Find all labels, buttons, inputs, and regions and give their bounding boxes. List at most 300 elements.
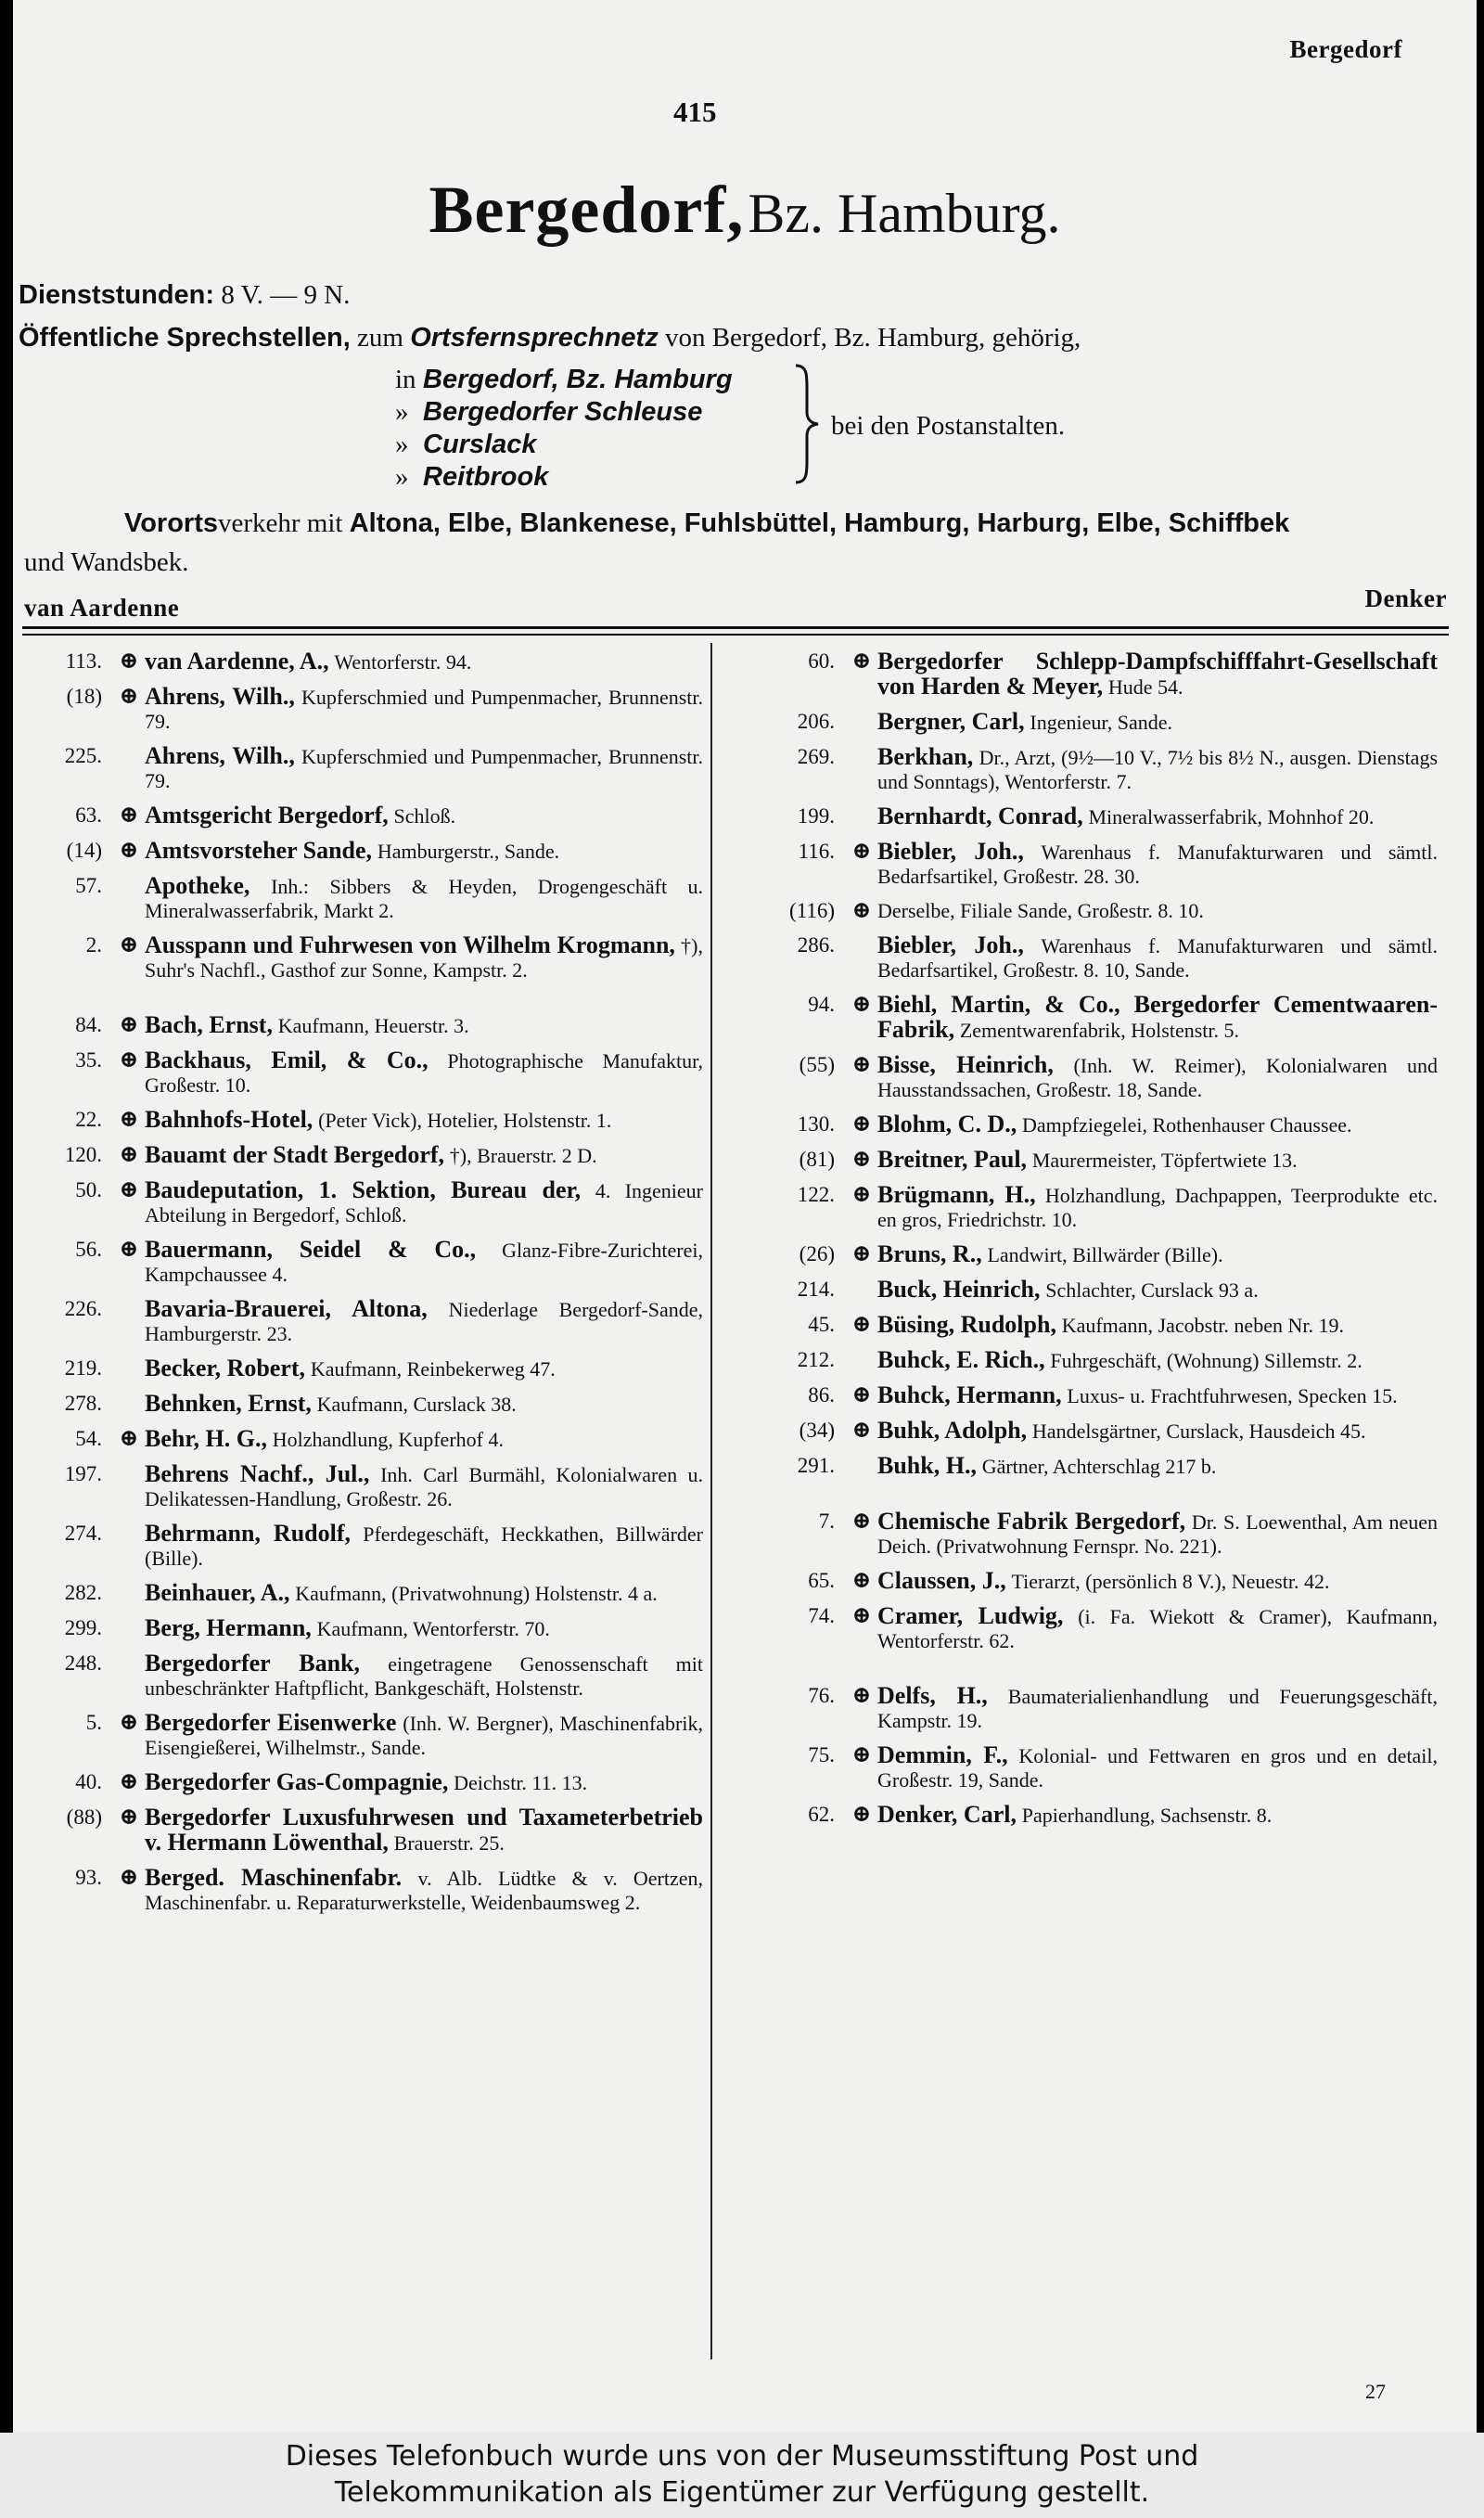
entry-name: Biehl, Martin, & Co., Bergedorfer Cementwaaren-Fabrik, bbox=[877, 991, 1438, 1043]
entry-number: 130. bbox=[797, 1112, 835, 1136]
public-station-mark: ⊕ bbox=[119, 838, 139, 863]
entry-name: Büsing, Rudolph, bbox=[877, 1311, 1056, 1338]
entry-name: Bauermann, Seidel & Co., bbox=[145, 1236, 477, 1263]
public-station-mark: ⊕ bbox=[851, 1742, 872, 1767]
entry-body bbox=[145, 1238, 703, 1287]
entry-details: Derselbe, Filiale Sande, Großestr. 8. 10. bbox=[877, 899, 1204, 922]
entry-body bbox=[877, 745, 1438, 794]
footer-line-2: Telekommunikation als Eigentümer zur Verfügung gestellt. bbox=[334, 2476, 1150, 2509]
directory-entry bbox=[24, 1356, 703, 1381]
directory-entry bbox=[733, 804, 1438, 829]
entry-number: 54. bbox=[75, 1427, 102, 1450]
entry-name: Becker, Robert, bbox=[145, 1355, 306, 1381]
entry-name: Buhck, Hermann, bbox=[877, 1381, 1062, 1408]
suburban-traffic-continued: und Wandsbek. bbox=[24, 547, 189, 577]
public-station-mark: ⊕ bbox=[119, 1769, 139, 1794]
entry-details: Schloß. bbox=[393, 804, 456, 828]
public-stations-line bbox=[19, 323, 1081, 353]
location-name: Reitbrook bbox=[423, 462, 549, 492]
entry-name: Backhaus, Emil, & Co., bbox=[145, 1047, 429, 1073]
directory-column-left bbox=[24, 649, 703, 1925]
entry-name: Apotheke, bbox=[145, 872, 250, 899]
entry-number: 214. bbox=[797, 1278, 835, 1301]
entry-details: Holzhandlung, Dachpappen, Teerprodukte etc. en gros, Friedrichstr. 10. bbox=[877, 1184, 1438, 1231]
entry-name: Blohm, C. D., bbox=[877, 1111, 1017, 1137]
entry-details: Mineralwasserfabrik, Mohnhof 20. bbox=[1088, 805, 1375, 829]
entry-details: Maurermeister, Töpfertwiete 13. bbox=[1031, 1149, 1298, 1172]
entry-name: Bahnhofs-Hotel, bbox=[145, 1106, 313, 1133]
directory-entry bbox=[733, 1112, 1438, 1137]
entry-name: Behrmann, Rudolf, bbox=[145, 1520, 351, 1547]
suburban-traffic-places: Altona, Elbe, Blankenese, Fuhlsbüttel, Hamburg, Harburg, Elbe, Schiffbek bbox=[349, 508, 1290, 538]
entry-number: 65. bbox=[808, 1569, 835, 1592]
entry-name: Bergedorfer Eisenwerke bbox=[145, 1709, 397, 1736]
directory-column-right bbox=[733, 649, 1438, 1838]
entry-details: Landwirt, Billwärder (Bille). bbox=[987, 1243, 1223, 1266]
entry-name: Demmin, F., bbox=[877, 1741, 1008, 1768]
location-name: Bergedorfer Schleuse bbox=[423, 397, 703, 427]
title-district: Bz. Hamburg. bbox=[748, 183, 1061, 244]
entry-body bbox=[145, 803, 703, 829]
header-rule-thin bbox=[22, 634, 1449, 636]
entry-details: (Inh. W. Bergner), Maschinenfabrik, Eisengießerei, Wilhelmstr., Sande. bbox=[145, 1712, 703, 1759]
entry-name: Biebler, Joh., bbox=[877, 931, 1024, 958]
entry-details: Kaufmann, Jacobstr. neben Nr. 19. bbox=[1061, 1314, 1344, 1337]
directory-entry bbox=[24, 1711, 703, 1760]
entry-number: 225. bbox=[64, 744, 102, 767]
entry-number: (55) bbox=[799, 1053, 835, 1076]
range-start: van Aardenne bbox=[24, 594, 180, 622]
directory-entry bbox=[733, 745, 1438, 794]
entry-details: Kaufmann, (Privatwohnung) Holstenstr. 4 a. bbox=[295, 1582, 658, 1605]
entry-number: 75. bbox=[808, 1743, 835, 1766]
directory-entry bbox=[733, 1510, 1438, 1559]
entry-details: †), Brauerstr. 2 D. bbox=[449, 1144, 597, 1167]
entry-body bbox=[145, 649, 703, 674]
entry-details: Wentorferstr. 94. bbox=[334, 650, 472, 674]
public-station-mark: ⊕ bbox=[851, 839, 872, 864]
entry-body bbox=[877, 899, 1438, 923]
entry-body bbox=[877, 1569, 1438, 1594]
entry-details: Dampfziegelei, Rothenhauser Chaussee. bbox=[1022, 1113, 1352, 1137]
local-network-name: Ortsfernsprechnetz bbox=[410, 323, 659, 353]
column-divider bbox=[710, 643, 712, 2359]
entry-details: Pferdegeschäft, Heckkathen, Billwärder (Bille). bbox=[145, 1522, 703, 1570]
entry-number: 74. bbox=[808, 1604, 835, 1627]
entry-name: Brügmann, H., bbox=[877, 1181, 1036, 1208]
locations-note: bei den Postanstalten. bbox=[831, 411, 1066, 441]
entry-name: Breitner, Paul, bbox=[877, 1146, 1028, 1173]
entry-body bbox=[145, 1178, 703, 1227]
entry-name: van Aardenne, A., bbox=[145, 648, 329, 674]
entry-name: Buhck, E. Rich., bbox=[877, 1346, 1045, 1373]
entry-name: Bernhardt, Conrad, bbox=[877, 803, 1083, 829]
entry-name: Cramer, Ludwig, bbox=[877, 1602, 1064, 1629]
directory-entry bbox=[24, 1297, 703, 1346]
service-hours-label: Dienststunden: bbox=[19, 280, 215, 310]
directory-entry bbox=[24, 1238, 703, 1287]
entry-name: Bergedorfer Luxusfuhrwesen und Taxameterbetrieb v. Hermann Löwenthal, bbox=[145, 1804, 703, 1856]
grouping-brace bbox=[792, 364, 822, 484]
public-station-mark: ⊕ bbox=[851, 649, 872, 674]
public-station-mark: ⊕ bbox=[119, 1710, 139, 1735]
public-station-mark: ⊕ bbox=[851, 1052, 872, 1077]
entry-name: Behnken, Ernst, bbox=[145, 1390, 312, 1417]
entry-name: Biebler, Joh., bbox=[877, 838, 1024, 865]
entry-gap bbox=[733, 1664, 1438, 1684]
location-name: Curslack bbox=[423, 430, 537, 459]
entry-body bbox=[145, 1356, 703, 1381]
public-station-mark: ⊕ bbox=[851, 1683, 872, 1708]
entry-body bbox=[145, 1711, 703, 1760]
entry-details: Brauerstr. 25. bbox=[393, 1831, 505, 1855]
service-hours-value: 8 V. — 9 N. bbox=[221, 280, 351, 310]
entry-number: 299. bbox=[64, 1616, 102, 1639]
page-number: 415 bbox=[673, 96, 717, 128]
entry-name: Berged. Maschinenfabr. bbox=[145, 1864, 403, 1891]
entry-body bbox=[877, 1053, 1438, 1102]
entry-number: (26) bbox=[799, 1242, 835, 1265]
entry-body bbox=[877, 1454, 1438, 1479]
directory-entry bbox=[733, 1419, 1438, 1444]
entry-body bbox=[145, 933, 703, 983]
entry-details: Warenhaus f. Manufakturwaren und sämtl. Bedarfsartikel, Großestr. 28. 30. bbox=[877, 841, 1438, 888]
entry-details: (i. Fa. Wiekott & Cramer), Kaufmann, Wentorferstr. 62. bbox=[877, 1605, 1439, 1652]
directory-entry bbox=[24, 874, 703, 923]
public-station-mark: ⊕ bbox=[851, 1111, 872, 1137]
public-station-mark: ⊕ bbox=[119, 1142, 139, 1167]
entry-body bbox=[145, 1805, 703, 1856]
entry-body bbox=[877, 1242, 1438, 1267]
entry-details: Hamburgerstr., Sande. bbox=[377, 840, 560, 863]
public-station-mark: ⊕ bbox=[119, 684, 139, 709]
entry-number: 248. bbox=[64, 1651, 102, 1675]
entry-name: Behrens Nachf., Jul., bbox=[145, 1460, 370, 1487]
entry-name: Ahrens, Wilh., bbox=[145, 683, 295, 710]
directory-entry bbox=[24, 1427, 703, 1452]
entry-number: 206. bbox=[797, 710, 835, 733]
entry-number: 116. bbox=[798, 840, 835, 863]
entry-name: Chemische Fabrik Bergedorf, bbox=[877, 1508, 1186, 1535]
directory-entry bbox=[733, 899, 1438, 923]
entry-body bbox=[145, 1581, 703, 1606]
entry-body bbox=[145, 1522, 703, 1571]
entry-body bbox=[877, 933, 1438, 983]
entry-details: Kaufmann, Reinbekerweg 47. bbox=[310, 1357, 556, 1381]
entry-name: Bavaria-Brauerei, Altona, bbox=[145, 1295, 428, 1322]
public-station-mark: ⊕ bbox=[851, 1418, 872, 1443]
entry-body bbox=[877, 804, 1438, 829]
range-end: Denker bbox=[1364, 585, 1447, 612]
page-title bbox=[13, 172, 1477, 249]
entry-body bbox=[877, 649, 1438, 700]
directory-entry bbox=[733, 933, 1438, 983]
entry-details: †), Suhr's Nachfl., Gasthof zur Sonne, Kampstr. 2. bbox=[145, 934, 704, 982]
entry-body bbox=[145, 1770, 703, 1795]
entry-details: Dr. S. Loewenthal, Am neuen Deich. (Privatwohnung Fernspr. No. 221). bbox=[877, 1510, 1438, 1558]
entry-body bbox=[877, 1112, 1438, 1137]
entry-details: Kaufmann, Curslack 38. bbox=[316, 1393, 517, 1416]
public-station-mark: ⊕ bbox=[851, 1182, 872, 1207]
entry-details: Kupferschmied und Pumpenmacher, Brunnenstr. 79. bbox=[145, 686, 704, 733]
entry-number: 226. bbox=[64, 1297, 102, 1320]
entry-details: Warenhaus f. Manufakturwaren und sämtl. Bedarfsartikel, Großestr. 8. 10, Sande. bbox=[877, 934, 1438, 982]
entry-number: 197. bbox=[64, 1462, 102, 1485]
entry-number: 5. bbox=[85, 1711, 102, 1734]
entry-name: Bergner, Carl, bbox=[877, 708, 1025, 735]
entry-body bbox=[877, 1183, 1438, 1232]
directory-entry bbox=[733, 1569, 1438, 1594]
entry-details: Baumaterialienhandlung und Feuerungsgeschäft, Kampstr. 19. bbox=[877, 1685, 1438, 1732]
entry-number: 57. bbox=[75, 874, 102, 897]
entry-number: 199. bbox=[797, 804, 835, 828]
entry-details: 4. Ingenieur Abteilung in Bergedorf, Schloß. bbox=[145, 1179, 704, 1227]
public-station-mark: ⊕ bbox=[851, 1568, 872, 1593]
entry-details: Hude 54. bbox=[1107, 675, 1183, 699]
entry-body bbox=[877, 993, 1438, 1043]
public-station-mark: ⊕ bbox=[851, 1382, 872, 1407]
scanned-page bbox=[13, 0, 1477, 2433]
entry-details: eingetragene Genossenschaft mit unbeschränkter Haftpflicht, Bankgeschäft, Holstenstr. bbox=[145, 1652, 703, 1700]
public-station-mark: ⊕ bbox=[119, 1865, 139, 1890]
entry-number: (116) bbox=[789, 899, 835, 922]
entry-name: Baudeputation, 1. Sektion, Bureau der, bbox=[145, 1176, 582, 1203]
public-station-mark: ⊕ bbox=[119, 1805, 139, 1830]
public-station-mark: ⊕ bbox=[851, 898, 872, 923]
public-station-mark: ⊕ bbox=[119, 1237, 139, 1262]
directory-entry bbox=[24, 1770, 703, 1795]
public-station-mark: ⊕ bbox=[851, 1241, 872, 1266]
entry-body bbox=[145, 685, 703, 734]
entry-body bbox=[877, 1383, 1438, 1408]
entry-name: Behr, H. G., bbox=[145, 1425, 267, 1452]
entry-number: 76. bbox=[808, 1684, 835, 1707]
entry-gap bbox=[733, 1489, 1438, 1510]
directory-entry bbox=[733, 1454, 1438, 1479]
directory-entry bbox=[733, 1604, 1438, 1653]
entry-details: Glanz-Fibre-Zurichterei, Kampchaussee 4. bbox=[145, 1239, 703, 1286]
public-stations-label: Öffentliche Sprechstellen, bbox=[19, 323, 351, 353]
directory-entry bbox=[733, 710, 1438, 735]
entry-number: 291. bbox=[797, 1454, 835, 1477]
directory-entry bbox=[24, 1143, 703, 1168]
entry-number: 56. bbox=[75, 1238, 102, 1261]
directory-entry bbox=[733, 840, 1438, 889]
entry-details: Niederlage Bergedorf-Sande, Hamburgerstr. 23. bbox=[145, 1298, 704, 1345]
header-rule bbox=[22, 626, 1449, 629]
location-name: Bergedorf, Bz. Hamburg bbox=[423, 365, 733, 394]
public-station-mark: ⊕ bbox=[119, 649, 139, 674]
entry-details: Inh.: Sibbers & Heyden, Drogengeschäft u. Mineralwasserfabrik, Markt 2. bbox=[145, 875, 703, 922]
directory-entry bbox=[733, 1242, 1438, 1267]
entry-name: Bergedorfer Gas-Compagnie, bbox=[145, 1768, 449, 1795]
entry-body bbox=[145, 1013, 703, 1038]
entry-name: Ahrens, Wilh., bbox=[145, 742, 295, 769]
entry-body bbox=[877, 1419, 1438, 1444]
directory-entry bbox=[24, 1462, 703, 1511]
entry-number: 94. bbox=[808, 993, 835, 1016]
public-station-mark: ⊕ bbox=[851, 1509, 872, 1534]
directory-entry bbox=[24, 1178, 703, 1227]
directory-entry bbox=[733, 1148, 1438, 1173]
location-prefix: » bbox=[395, 430, 409, 459]
corner-number: 27 bbox=[1365, 2380, 1386, 2403]
directory-entry bbox=[733, 1743, 1438, 1792]
entry-body bbox=[877, 1278, 1438, 1303]
entry-body bbox=[145, 1616, 703, 1641]
entry-name: Bauamt der Stadt Bergedorf, bbox=[145, 1141, 445, 1168]
suburban-traffic-text: verkehr mit bbox=[217, 508, 350, 538]
entry-body bbox=[145, 1427, 703, 1452]
entry-name: Bergedorfer Schlepp-Dampfschifffahrt-Gesellschaft von Harden & Meyer, bbox=[877, 648, 1438, 700]
directory-entry bbox=[24, 1805, 703, 1856]
entry-number: 269. bbox=[797, 745, 835, 768]
entry-name: Ausspann und Fuhrwesen von Wilhelm Krogmann, bbox=[145, 931, 675, 958]
entry-details: Kaufmann, Wentorferstr. 70. bbox=[316, 1617, 550, 1640]
entry-details: Schlachter, Curslack 93 a. bbox=[1045, 1278, 1259, 1302]
entry-body bbox=[877, 1604, 1438, 1653]
entry-details: Kupferschmied und Pumpenmacher, Brunnenstr. 79. bbox=[145, 745, 704, 792]
entry-details: Handelsgärtner, Curslack, Hausdeich 45. bbox=[1031, 1420, 1366, 1443]
entry-number: 35. bbox=[75, 1048, 102, 1072]
donation-footer bbox=[0, 2433, 1484, 2518]
entry-details: (Inh. W. Reimer), Kolonialwaren und Hausstandssachen, Großestr. 18, Sande. bbox=[877, 1054, 1438, 1101]
title-place: Bergedorf, bbox=[429, 173, 745, 247]
entry-number: (88) bbox=[66, 1805, 102, 1829]
entry-number: 219. bbox=[64, 1356, 102, 1380]
entry-number: 84. bbox=[75, 1013, 102, 1036]
public-station-mark: ⊕ bbox=[119, 932, 139, 957]
entry-number: 86. bbox=[808, 1383, 835, 1407]
entry-details: Fuhrgeschäft, (Wohnung) Sillemstr. 2. bbox=[1050, 1349, 1362, 1372]
public-station-mark: ⊕ bbox=[119, 803, 139, 828]
entry-number: (81) bbox=[799, 1148, 835, 1171]
entry-details: Gärtner, Achterschlag 217 b. bbox=[981, 1455, 1217, 1478]
directory-entry bbox=[24, 685, 703, 734]
entry-name: Bach, Ernst, bbox=[145, 1011, 273, 1038]
entry-name: Buhk, H., bbox=[877, 1452, 977, 1479]
entry-details: Luxus- u. Frachtfuhrwesen, Specken 15. bbox=[1067, 1384, 1398, 1407]
entry-details: Zementwarenfabrik, Holstenstr. 5. bbox=[959, 1019, 1240, 1042]
entry-details: Tierarzt, (persönlich 8 V.), Neuestr. 42. bbox=[1011, 1570, 1330, 1593]
entry-body bbox=[877, 1510, 1438, 1559]
entry-details: Kolonial- und Fettwaren en gros und en detail, Großestr. 19, Sande. bbox=[877, 1744, 1438, 1792]
directory-entry bbox=[733, 1278, 1438, 1303]
running-head: Bergedorf bbox=[1289, 35, 1402, 63]
footer-line-1: Dieses Telefonbuch wurde uns von der Museumsstiftung Post und bbox=[285, 2440, 1199, 2473]
public-station-mark: ⊕ bbox=[851, 1147, 872, 1172]
directory-entry bbox=[733, 1803, 1438, 1828]
entry-number: (18) bbox=[66, 685, 102, 708]
entry-name: Beinhauer, A., bbox=[145, 1579, 290, 1606]
entry-number: 22. bbox=[75, 1108, 102, 1131]
entry-number: 45. bbox=[808, 1313, 835, 1336]
entry-details: Photographische Manufaktur, Großestr. 10. bbox=[145, 1049, 704, 1097]
location-prefix: » bbox=[395, 397, 409, 427]
entry-details: Inh. Carl Burmähl, Kolonialwaren u. Delikatessen-Handlung, Großestr. 26. bbox=[145, 1463, 704, 1510]
station-location bbox=[395, 429, 733, 461]
entry-body bbox=[145, 1143, 703, 1168]
directory-entry bbox=[24, 1048, 703, 1098]
entry-name: Buhk, Adolph, bbox=[877, 1417, 1028, 1444]
entry-number: 212. bbox=[797, 1348, 835, 1371]
directory-entry bbox=[24, 933, 703, 983]
entry-body bbox=[877, 1148, 1438, 1173]
entry-number: 50. bbox=[75, 1178, 102, 1201]
station-location bbox=[395, 461, 733, 494]
entry-body bbox=[145, 1108, 703, 1133]
entry-body bbox=[877, 1684, 1438, 1733]
station-locations bbox=[395, 364, 733, 494]
entry-name: Claussen, J., bbox=[877, 1567, 1006, 1594]
entry-number: 7. bbox=[818, 1510, 835, 1533]
directory-entry bbox=[24, 1013, 703, 1038]
suburban-traffic-label: Vororts bbox=[124, 508, 218, 538]
directory-entry bbox=[24, 1866, 703, 1915]
directory-entry bbox=[733, 1348, 1438, 1373]
entry-number: 120. bbox=[64, 1143, 102, 1166]
entry-number: 282. bbox=[64, 1581, 102, 1604]
station-location bbox=[395, 364, 733, 396]
entry-body bbox=[145, 1392, 703, 1417]
entry-name: Berkhan, bbox=[877, 743, 974, 770]
directory-entry bbox=[733, 1684, 1438, 1733]
entry-details: Holzhandlung, Kupferhof 4. bbox=[272, 1428, 504, 1451]
entry-body bbox=[145, 839, 703, 864]
directory-entry bbox=[24, 839, 703, 864]
entry-number: 286. bbox=[797, 933, 835, 957]
directory-entry bbox=[733, 1383, 1438, 1408]
entry-body bbox=[145, 1651, 703, 1701]
entry-name: Berg, Hermann, bbox=[145, 1614, 312, 1641]
entry-details: Papierhandlung, Sachsenstr. 8. bbox=[1021, 1804, 1273, 1827]
entry-details: v. Alb. Lüdtke & v. Oertzen, Maschinenfabr. u. Reparaturwerkstelle, Weidenbaumsweg 2. bbox=[145, 1867, 703, 1914]
public-stations-text-b: von Bergedorf, Bz. Hamburg, gehörig, bbox=[664, 323, 1081, 353]
entry-body bbox=[877, 1348, 1438, 1373]
directory-entry bbox=[733, 649, 1438, 700]
entry-name: Bergedorfer Bank, bbox=[145, 1650, 360, 1677]
entry-number: 40. bbox=[75, 1770, 102, 1793]
entry-body bbox=[145, 1048, 703, 1098]
public-station-mark: ⊕ bbox=[851, 992, 872, 1017]
public-station-mark: ⊕ bbox=[119, 1047, 139, 1073]
entry-body bbox=[145, 1866, 703, 1915]
entry-body bbox=[145, 1462, 703, 1511]
entry-gap bbox=[24, 993, 703, 1013]
entry-details: Ingenieur, Sande. bbox=[1030, 711, 1173, 734]
directory-entry bbox=[733, 1183, 1438, 1232]
directory-entry bbox=[733, 1053, 1438, 1102]
directory-entry bbox=[24, 1522, 703, 1571]
directory-entry bbox=[733, 993, 1438, 1043]
entry-number: 113. bbox=[65, 649, 102, 673]
entry-number: 122. bbox=[797, 1183, 835, 1206]
entry-number: 60. bbox=[808, 649, 835, 673]
entry-body bbox=[877, 1743, 1438, 1792]
directory-entry bbox=[733, 1313, 1438, 1338]
entry-body bbox=[877, 1803, 1438, 1828]
entry-number: (14) bbox=[66, 839, 102, 862]
public-station-mark: ⊕ bbox=[119, 1107, 139, 1132]
entry-number: 274. bbox=[64, 1522, 102, 1545]
entry-body bbox=[145, 744, 703, 793]
entry-details: Dr., Arzt, (9½—10 V., 7½ bis 8½ N., ausgen. Dienstags und Sonntags), Wentorferstr. 7. bbox=[877, 746, 1439, 793]
entry-name: Amtsvorsteher Sande, bbox=[145, 837, 373, 864]
service-hours bbox=[19, 280, 350, 311]
directory-entry bbox=[24, 1392, 703, 1417]
entry-body bbox=[145, 1297, 703, 1346]
entry-body bbox=[877, 710, 1438, 735]
